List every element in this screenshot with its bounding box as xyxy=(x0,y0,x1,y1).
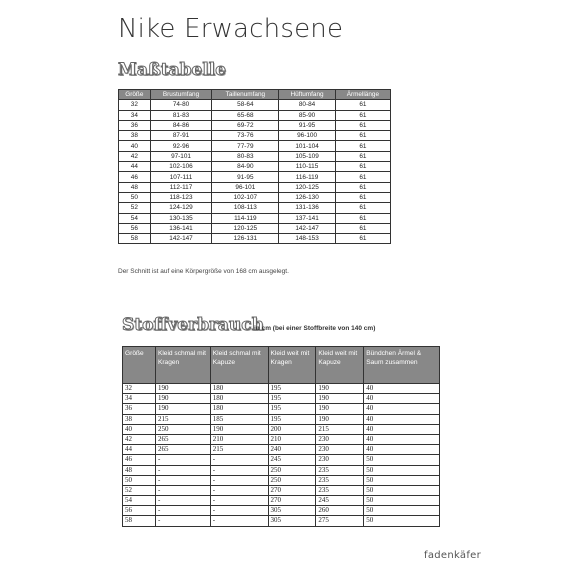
size-chart-cell: 69-72 xyxy=(212,120,279,130)
fabric-usage-row xyxy=(123,384,440,394)
fabric-usage-cell: 230 xyxy=(316,434,364,444)
size-chart-cell: 81-83 xyxy=(150,110,212,120)
fabric-usage-cell: 32 xyxy=(123,384,156,394)
size-chart-cell: 84-86 xyxy=(150,120,212,130)
fabric-usage-cell: 250 xyxy=(268,475,316,485)
size-chart-note: Der Schnitt ist auf eine Körpergröße von 168 cm ausgelegt. xyxy=(118,268,289,275)
fabric-usage-cell: 210 xyxy=(268,434,316,444)
fabric-usage-cell: 44 xyxy=(123,445,156,455)
size-chart-cell: 61 xyxy=(335,192,390,202)
size-chart-cell: 46 xyxy=(119,172,151,182)
fabric-usage-row xyxy=(123,475,440,485)
fabric-usage-cell: 190 xyxy=(210,424,268,434)
fabric-usage-row xyxy=(123,434,440,444)
page-title: Nike Erwachsene xyxy=(118,14,344,44)
size-chart-cell: 77-79 xyxy=(212,141,279,151)
size-chart-cell: 58-64 xyxy=(212,100,279,110)
size-chart-cell: 124-129 xyxy=(150,203,212,213)
fabric-usage-cell: - xyxy=(210,485,268,495)
size-chart-cell: 142-147 xyxy=(150,234,212,244)
fabric-usage-header-cell: Kleid schmal mit Kragen xyxy=(155,347,210,384)
size-chart-cell: 120-125 xyxy=(279,182,335,192)
size-chart-row xyxy=(119,172,391,182)
fabric-usage-cell: 50 xyxy=(364,465,440,475)
size-chart-cell: 137-141 xyxy=(279,213,335,223)
size-chart-row xyxy=(119,110,391,120)
fabric-usage-cell: - xyxy=(155,455,210,465)
fabric-usage-cell: 50 xyxy=(364,475,440,485)
size-chart-cell: 102-107 xyxy=(212,192,279,202)
fabric-usage-cell: 265 xyxy=(155,445,210,455)
size-chart-cell: 56 xyxy=(119,223,151,233)
fabric-usage-cell: 195 xyxy=(268,394,316,404)
fabric-usage-header-cell: Kleid weit mit Kragen xyxy=(268,347,316,384)
fabric-usage-cell: 190 xyxy=(316,414,364,424)
size-chart-row xyxy=(119,100,391,110)
size-chart-cell: 61 xyxy=(335,182,390,192)
fabric-usage-cell: 235 xyxy=(316,475,364,485)
size-chart-cell: 142-147 xyxy=(279,223,335,233)
size-chart-row xyxy=(119,234,391,244)
fabric-usage-cell: 240 xyxy=(268,445,316,455)
size-chart-header-cell: Brustumfang xyxy=(150,90,212,100)
fabric-usage-cell: 230 xyxy=(316,455,364,465)
size-chart-cell: 126-131 xyxy=(212,234,279,244)
size-chart-header-cell: Hüftumfang xyxy=(279,90,335,100)
size-chart-row xyxy=(119,223,391,233)
fabric-usage-cell: - xyxy=(210,496,268,506)
fabric-usage-cell: 40 xyxy=(364,394,440,404)
size-chart-cell: 112-117 xyxy=(150,182,212,192)
size-chart-cell: 44 xyxy=(119,162,151,172)
size-chart-cell: 61 xyxy=(335,234,390,244)
size-chart-header-cell: Taillenumfang xyxy=(212,90,279,100)
size-chart-header-cell: Ärmellänge xyxy=(335,90,390,100)
fabric-usage-cell: 180 xyxy=(210,384,268,394)
fabric-usage-row xyxy=(123,394,440,404)
size-chart-cell: 61 xyxy=(335,223,390,233)
fabric-usage-cell: 52 xyxy=(123,485,156,495)
size-chart-cell: 110-115 xyxy=(279,162,335,172)
fabric-usage-cell: 235 xyxy=(316,465,364,475)
fabric-usage-cell: 190 xyxy=(155,394,210,404)
size-chart-cell: 42 xyxy=(119,151,151,161)
size-chart-cell: 136-141 xyxy=(150,223,212,233)
size-chart-table xyxy=(118,89,391,244)
fabric-usage-cell: 54 xyxy=(123,496,156,506)
fabric-usage-cell: - xyxy=(210,516,268,526)
fabric-usage-cell: 265 xyxy=(155,434,210,444)
fabric-usage-cell: - xyxy=(210,465,268,475)
fabric-usage-cell: - xyxy=(155,516,210,526)
size-chart-cell: 34 xyxy=(119,110,151,120)
fabric-usage-cell: - xyxy=(155,475,210,485)
fabric-usage-cell: - xyxy=(155,506,210,516)
size-chart-cell: 65-68 xyxy=(212,110,279,120)
size-chart-cell: 84-90 xyxy=(212,162,279,172)
fabric-usage-cell: 36 xyxy=(123,404,156,414)
fabric-usage-cell: 50 xyxy=(364,506,440,516)
size-chart-cell: 148-153 xyxy=(279,234,335,244)
size-chart-cell: 54 xyxy=(119,213,151,223)
fabric-usage-cell: 305 xyxy=(268,516,316,526)
fabric-usage-cell: 250 xyxy=(268,465,316,475)
size-chart-cell: 91-95 xyxy=(279,120,335,130)
size-chart-cell: 61 xyxy=(335,213,390,223)
fabric-usage-cell: 245 xyxy=(268,455,316,465)
size-chart-header-cell: Größe xyxy=(119,90,151,100)
size-chart-row xyxy=(119,182,391,192)
fabric-usage-cell: 260 xyxy=(316,506,364,516)
fabric-usage-cell: 180 xyxy=(210,404,268,414)
fabric-usage-table xyxy=(122,346,440,527)
size-chart-cell: 102-106 xyxy=(150,162,212,172)
fabric-usage-cell: - xyxy=(155,496,210,506)
fabric-usage-cell: 195 xyxy=(268,404,316,414)
fabric-usage-cell: - xyxy=(155,465,210,475)
fabric-usage-row xyxy=(123,424,440,434)
fabric-usage-cell: 56 xyxy=(123,506,156,516)
fabric-usage-cell: 50 xyxy=(364,516,440,526)
fabric-usage-cell: 210 xyxy=(210,434,268,444)
size-chart-cell: 87-91 xyxy=(150,131,212,141)
size-chart-row xyxy=(119,141,391,151)
fabric-usage-cell: 215 xyxy=(210,445,268,455)
fabric-usage-row xyxy=(123,445,440,455)
fabric-usage-cell: 40 xyxy=(364,414,440,424)
size-chart-cell: 61 xyxy=(335,172,390,182)
fabric-usage-cell: 190 xyxy=(316,404,364,414)
size-chart-cell: 52 xyxy=(119,203,151,213)
fabric-usage-row xyxy=(123,455,440,465)
size-chart-cell: 120-125 xyxy=(212,223,279,233)
fabric-usage-cell: 46 xyxy=(123,455,156,465)
size-chart-cell: 48 xyxy=(119,182,151,192)
size-chart-cell: 80-83 xyxy=(212,151,279,161)
fabric-usage-header-row xyxy=(123,347,440,384)
size-chart-cell: 61 xyxy=(335,141,390,151)
fabric-usage-header-cell: Größe xyxy=(123,347,156,384)
size-chart-cell: 40 xyxy=(119,141,151,151)
size-chart-row xyxy=(119,203,391,213)
fabric-usage-cell: 58 xyxy=(123,516,156,526)
size-chart-cell: 118-123 xyxy=(150,192,212,202)
size-chart-cell: 85-90 xyxy=(279,110,335,120)
size-chart-row xyxy=(119,213,391,223)
size-chart-cell: 73-76 xyxy=(212,131,279,141)
fabric-usage-cell: 38 xyxy=(123,414,156,424)
size-chart-cell: 96-100 xyxy=(279,131,335,141)
size-chart-cell: 101-104 xyxy=(279,141,335,151)
fabric-usage-row xyxy=(123,496,440,506)
fabric-usage-cell: 40 xyxy=(364,434,440,444)
fabric-usage-cell: 230 xyxy=(316,445,364,455)
fabric-usage-cell: 215 xyxy=(155,414,210,424)
fabric-usage-cell: 190 xyxy=(316,394,364,404)
fabric-usage-cell: 42 xyxy=(123,434,156,444)
fabric-usage-heading: Stoffverbrauch xyxy=(122,315,265,335)
fabric-usage-cell: 270 xyxy=(268,496,316,506)
size-chart-cell: 97-101 xyxy=(150,151,212,161)
size-chart-header-row xyxy=(119,90,391,100)
fabric-usage-subheading: in cm (bei einer Stoffbreite von 140 cm) xyxy=(254,325,376,332)
size-chart-cell: 61 xyxy=(335,162,390,172)
fabric-usage-cell: 305 xyxy=(268,506,316,516)
size-chart-cell: 107-111 xyxy=(150,172,212,182)
fabric-usage-cell: - xyxy=(210,475,268,485)
fabric-usage-cell: 190 xyxy=(316,384,364,394)
size-chart-cell: 96-101 xyxy=(212,182,279,192)
size-chart-cell: 130-135 xyxy=(150,213,212,223)
size-chart-cell: 32 xyxy=(119,100,151,110)
fabric-usage-row xyxy=(123,485,440,495)
size-chart-cell: 58 xyxy=(119,234,151,244)
size-chart-cell: 61 xyxy=(335,100,390,110)
fabric-usage-cell: - xyxy=(210,455,268,465)
fabric-usage-cell: 195 xyxy=(268,384,316,394)
size-chart-cell: 116-119 xyxy=(279,172,335,182)
fabric-usage-row xyxy=(123,414,440,424)
fabric-usage-row xyxy=(123,404,440,414)
fabric-usage-cell: 185 xyxy=(210,414,268,424)
size-chart-row xyxy=(119,120,391,130)
fabric-usage-cell: 190 xyxy=(155,404,210,414)
size-chart-row xyxy=(119,131,391,141)
size-chart-cell: 91-95 xyxy=(212,172,279,182)
size-chart-cell: 61 xyxy=(335,131,390,141)
size-chart-row xyxy=(119,151,391,161)
fabric-usage-cell: 34 xyxy=(123,394,156,404)
fabric-usage-cell: 215 xyxy=(316,424,364,434)
size-chart-cell: 61 xyxy=(335,120,390,130)
size-chart-cell: 61 xyxy=(335,110,390,120)
fabric-usage-cell: 190 xyxy=(155,384,210,394)
fabric-usage-cell: 50 xyxy=(364,485,440,495)
fabric-usage-cell: 250 xyxy=(155,424,210,434)
brand-logo: fadenkäfer xyxy=(424,550,482,561)
fabric-usage-cell: 180 xyxy=(210,394,268,404)
fabric-usage-row xyxy=(123,465,440,475)
fabric-usage-cell: 40 xyxy=(364,384,440,394)
size-chart-cell: 92-96 xyxy=(150,141,212,151)
size-chart-row xyxy=(119,162,391,172)
size-chart-cell: 126-130 xyxy=(279,192,335,202)
size-chart-cell: 80-84 xyxy=(279,100,335,110)
fabric-usage-cell: 270 xyxy=(268,485,316,495)
size-chart-cell: 38 xyxy=(119,131,151,141)
size-chart-cell: 61 xyxy=(335,151,390,161)
fabric-usage-cell: 48 xyxy=(123,465,156,475)
size-chart-row xyxy=(119,192,391,202)
fabric-usage-cell: - xyxy=(210,506,268,516)
size-chart-cell: 50 xyxy=(119,192,151,202)
fabric-usage-cell: 50 xyxy=(364,496,440,506)
size-chart-cell: 74-80 xyxy=(150,100,212,110)
fabric-usage-header-cell: Kleid schmal mit Kapuze xyxy=(210,347,268,384)
fabric-usage-cell: 200 xyxy=(268,424,316,434)
size-chart-cell: 131-136 xyxy=(279,203,335,213)
fabric-usage-header-cell: Kleid weit mit Kapuze xyxy=(316,347,364,384)
fabric-usage-cell: 40 xyxy=(123,424,156,434)
fabric-usage-cell: - xyxy=(155,485,210,495)
fabric-usage-cell: 50 xyxy=(364,455,440,465)
size-chart-heading: Maßtabelle xyxy=(118,60,227,80)
fabric-usage-cell: 235 xyxy=(316,485,364,495)
fabric-usage-cell: 40 xyxy=(364,404,440,414)
size-chart-cell: 108-113 xyxy=(212,203,279,213)
size-chart-cell: 36 xyxy=(119,120,151,130)
size-chart-cell: 114-119 xyxy=(212,213,279,223)
fabric-usage-cell: 40 xyxy=(364,424,440,434)
fabric-usage-cell: 195 xyxy=(268,414,316,424)
size-chart-cell: 105-109 xyxy=(279,151,335,161)
fabric-usage-cell: 245 xyxy=(316,496,364,506)
fabric-usage-cell: 50 xyxy=(123,475,156,485)
size-chart-cell: 61 xyxy=(335,203,390,213)
fabric-usage-header-cell: Bündchen Ärmel & Saum zusammen xyxy=(364,347,440,384)
fabric-usage-cell: 275 xyxy=(316,516,364,526)
fabric-usage-cell: 40 xyxy=(364,445,440,455)
fabric-usage-row xyxy=(123,516,440,526)
fabric-usage-row xyxy=(123,506,440,516)
